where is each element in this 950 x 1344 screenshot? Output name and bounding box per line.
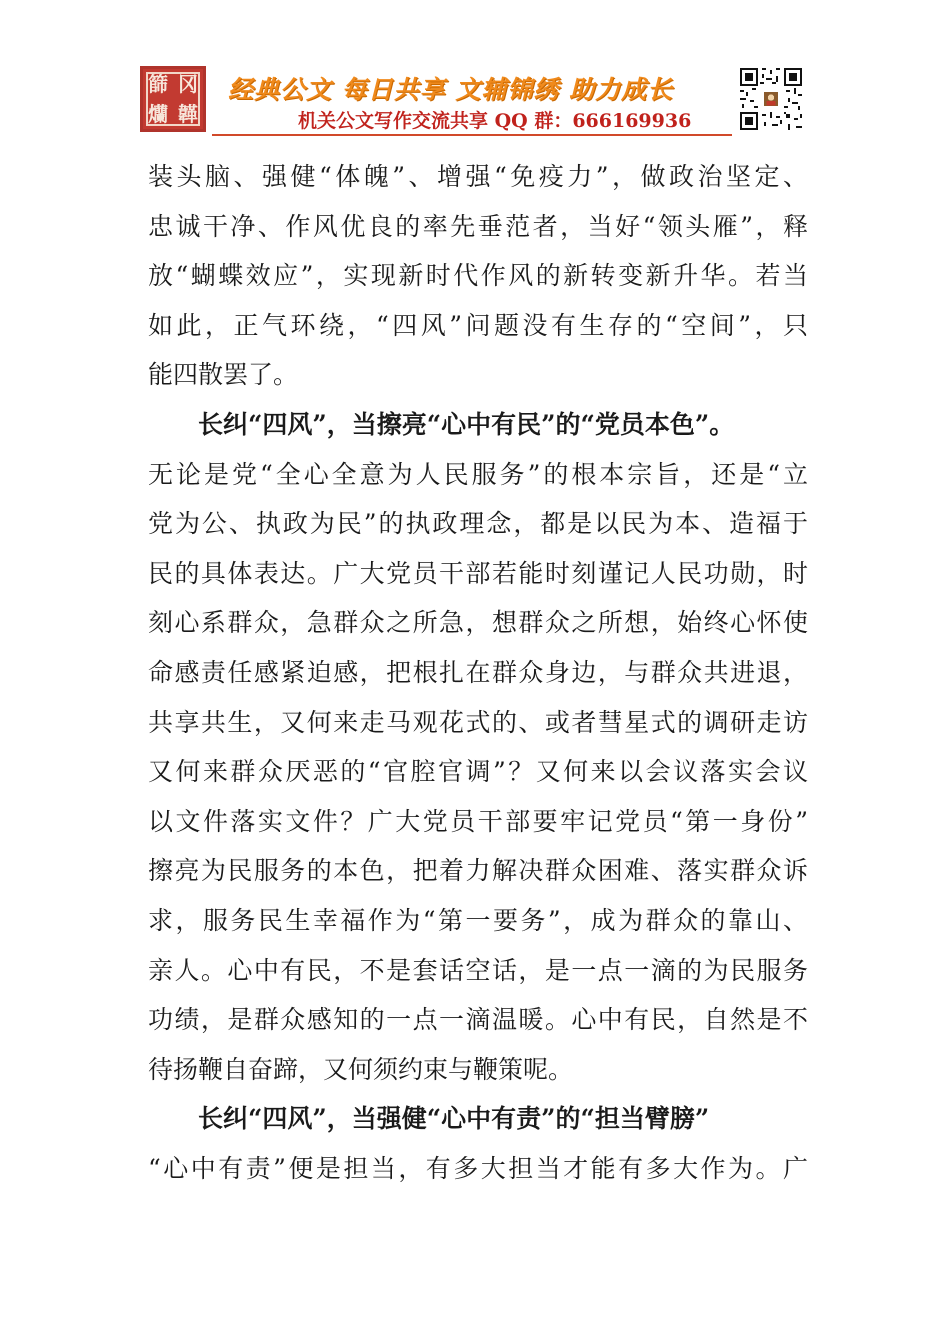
text-line: 功绩，是群众感知的一点一滴温暖。心中有民，自然是不 — [148, 1005, 808, 1035]
text-line: 如此，正气环绕，“四风”问题没有生存的“空间”，只 — [148, 310, 808, 340]
text-line: 忠诚干净、作风优良的率先垂范者，当好“领头雁”，释 — [148, 211, 808, 241]
seal-char: 篩 — [148, 72, 168, 96]
text-line: 无论是党“全心全意为人民服务”的根本宗旨，还是“立 — [148, 459, 808, 489]
text-line: 求，服务民生幸福作为“第一要务”，成为群众的靠山、 — [148, 905, 808, 935]
text-line: 擦亮为民服务的本色，把着力解决群众困难、落实群众诉 — [148, 856, 808, 886]
text-line: 共享共生，又何来走马观花式的、或者彗星式的调研走访 — [148, 707, 808, 737]
seal-char: 韚 — [178, 102, 198, 126]
text-line: 民的具体表达。广大党员干部若能时刻谨记人民功勋，时 — [148, 558, 808, 588]
section-heading: 长纠“四风”，当擦亮“心中有民”的“党员本色”。 — [148, 409, 735, 439]
qr-code-icon — [738, 66, 804, 132]
text-line: “心中有责”便是担当，有多大担当才能有多大作为。广 — [148, 1153, 808, 1183]
text-line: 以文件落实文件？广大党员干部要牢记党员“第一身份” — [148, 806, 808, 836]
seal-logo — [140, 66, 206, 132]
header-slogan: 经典公文 每日共享 文辅锦绣 助力成长 — [228, 75, 674, 104]
text-line: 命感责任感紧迫感，把根扎在群众身边，与群众共进退， — [148, 657, 808, 687]
text-line: 待扬鞭自奋蹄，又何须约束与鞭策呢。 — [148, 1054, 574, 1084]
qq-group-line: 机关公文写作交流共享 QQ 群：666169936 — [298, 110, 692, 132]
document-body — [148, 152, 808, 1193]
text-line: 放“蝴蝶效应”，实现新时代作风的新转变新升华。若当 — [148, 261, 808, 291]
text-line: 党为公、执政为民”的执政理念，都是以民为本、造福于 — [148, 509, 808, 539]
text-line: 刻心系群众，急群众之所急，想群众之所想，始终心怀使 — [148, 608, 808, 638]
header-divider — [212, 134, 732, 136]
text-line: 能四散罢了。 — [148, 360, 299, 390]
section-heading: 长纠“四风”，当强健“心中有责”的“担当臂膀” — [148, 1104, 710, 1134]
text-line: 装头脑、强健“体魄”、增强“免疫力”，做政治坚定、 — [148, 162, 808, 191]
text-line: 又何来群众厌恶的“官腔官调”？又何来以会议落实会议 — [148, 757, 808, 787]
text-line: 亲人。心中有民，不是套话空话，是一点一滴的为民服务 — [148, 955, 808, 985]
seal-char: 冈 — [178, 72, 198, 96]
header-banner — [140, 66, 810, 136]
seal-char: 爤 — [148, 102, 168, 126]
